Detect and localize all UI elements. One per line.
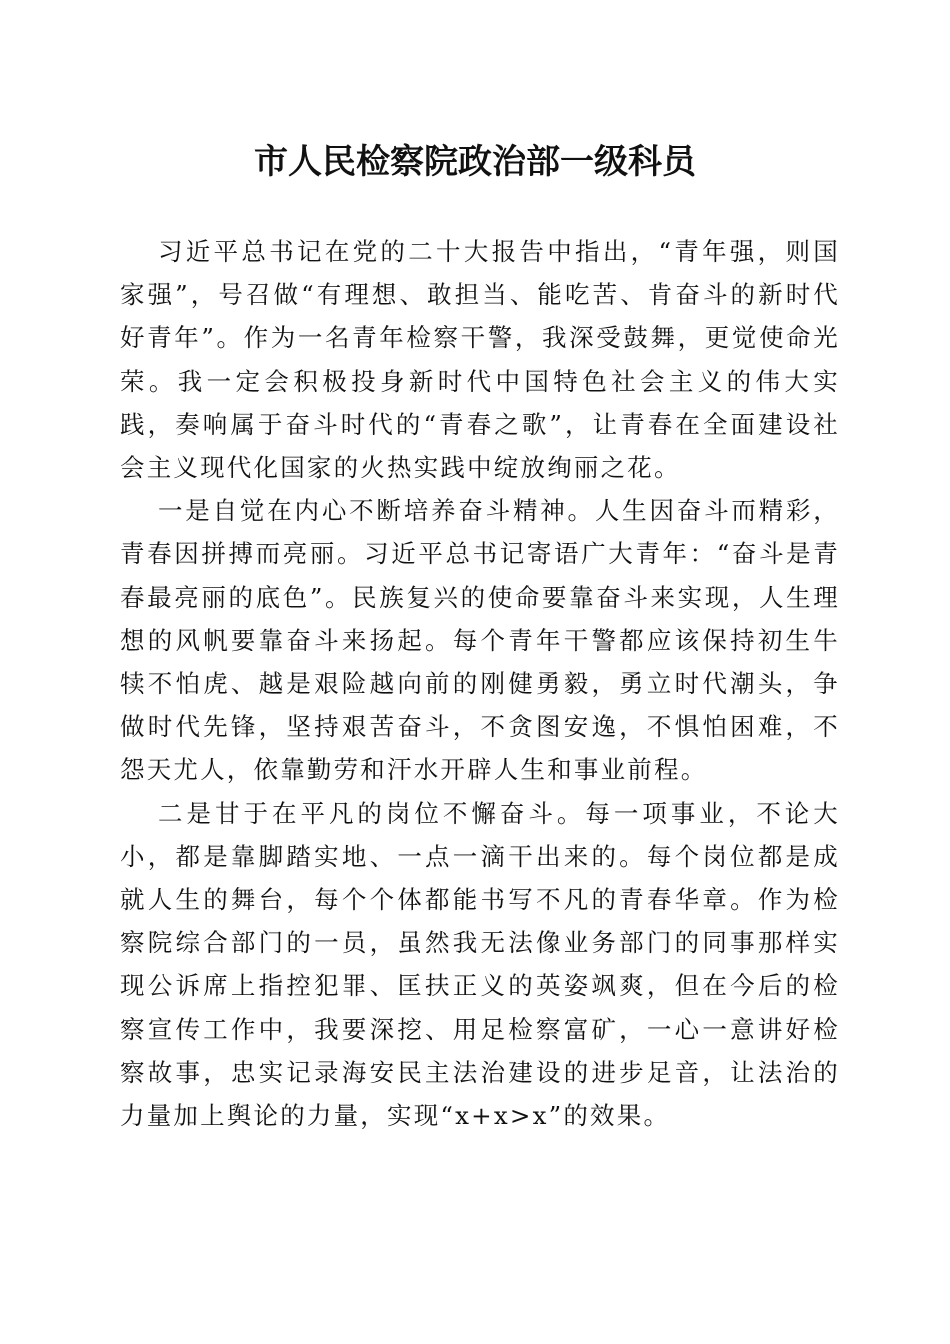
paragraph-point-one xyxy=(120,489,840,791)
paragraph-intro-text: 习近平总书记在党的二十大报告中指出，“青年强，则国家强”，号召做“有理想、敢担当、能吃苦、肯奋斗的新时代好青年”。作为一名青年检察干警，我深受鼓舞，更觉使命光荣。我一定会积极投身新时代中国特色社会主义的伟大实践，奏响属于奋斗时代的“青春之歌”，让青春在全面建设社会主义现代化国家的火热实践中绽放绚丽之花。 xyxy=(120,237,840,483)
paragraph-point-two-lead: 二是甘于在平凡的岗位不懈奋斗。 xyxy=(158,798,586,828)
paragraph-point-one-text: 人生因奋斗而精彩，青春因拼搏而亮丽。习近平总书记寄语广大青年：“奋斗是青春最亮丽的底色”。民族复兴的使命要靠奋斗来实现，人生理想的风帆要靠奋斗来扬起。每个青年干警都应该保持初生牛犊不怕虎、越是艰险越向前的刚健勇毅，勇立时代潮头，争做时代先锋，坚持艰苦奋斗，不贪图安逸，不惧怕困难，不怨天尤人，依靠勤劳和汗水开辟人生和事业前程。 xyxy=(120,496,840,785)
document-title: 市人民检察院政治部一级科员 xyxy=(254,142,696,182)
paragraph-intro xyxy=(120,230,840,489)
paragraph-point-two xyxy=(120,792,840,1138)
paragraph-point-one-lead: 一是自觉在内心不断培养奋斗精神。 xyxy=(158,496,595,526)
paragraph-point-two-text: 每一项事业，不论大小，都是靠脚踏实地、一点一滴干出来的。每个岗位都是成就人生的舞台，每个个体都能书写不凡的青春华章。作为检察院综合部门的一员，虽然我无法像业务部门的同事那样实现公诉席上指控犯罪、匡扶正义的英姿飒爽，但在今后的检察宣传工作中，我要深挖、用足检察富矿，一心一意讲好检察故事，忠实记录海安民主法治建设的进步足音，让法治的力量加上舆论的力量，实现“x+x>x”的效果。 xyxy=(120,798,841,1131)
document-body xyxy=(120,230,840,1137)
